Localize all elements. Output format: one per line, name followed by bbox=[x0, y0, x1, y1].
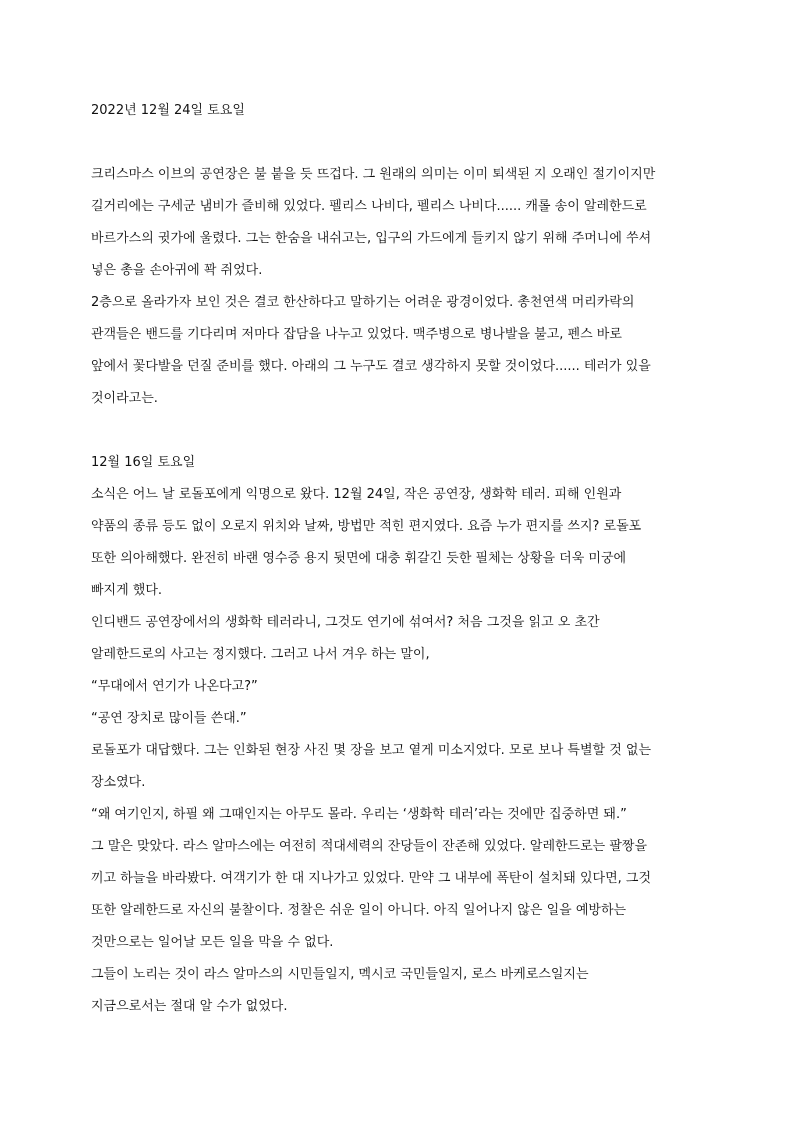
paragraph-line: 것이라고는. bbox=[91, 391, 158, 406]
paragraph-line: 앞에서 꽃다발을 던질 준비를 했다. 아래의 그 누구도 결코 생각하지 못할 것이었다...... 테러가 있을 bbox=[91, 359, 651, 374]
paragraph-line: 지금으로서는 절대 알 수가 없었다. bbox=[91, 999, 288, 1014]
paragraph-line: 빠지게 했다. bbox=[91, 583, 163, 598]
paragraph-line: 또한 의아해했다. 완전히 바랜 영수증 용지 뒷면에 대충 휘갈긴 듯한 필체는 상황을 더욱 미궁에 bbox=[91, 551, 627, 566]
paragraph-line: 끼고 하늘을 바라봤다. 여객기가 한 대 지나가고 있었다. 만약 그 내부에 폭탄이 설치돼 있다면, 그것 bbox=[91, 871, 652, 886]
paragraph-line: 장소였다. bbox=[91, 775, 146, 790]
paragraph-line: 그 말은 맞았다. 라스 알마스에는 여전히 적대세력의 잔당들이 잔존해 있었다. 알레한드로는 팔짱을 bbox=[91, 839, 648, 854]
paragraph-line: 알레한드로의 사고는 정지했다. 그러고 나서 겨우 하는 말이, bbox=[91, 647, 430, 662]
date-heading: 12월 16일 토요일 bbox=[91, 455, 196, 470]
dialogue-line: “공연 장치로 많이들 쓴대.” bbox=[91, 711, 247, 726]
paragraph-line: 그들이 노리는 것이 라스 알마스의 시민들일지, 멕시코 국민들일지, 로스 바케로스일지는 bbox=[91, 967, 589, 982]
paragraph-line: 바르가스의 귓가에 울렸다. 그는 한숨을 내쉬고는, 입구의 가드에게 들키지 않기 위해 주머니에 쑤셔 bbox=[91, 231, 652, 246]
paragraph-line: 2층으로 올라가자 보인 것은 결코 한산하다고 말하기는 어려운 광경이었다. 총천연색 머리카락의 bbox=[91, 295, 635, 310]
paragraph-line: 크리스마스 이브의 공연장은 불 붙을 듯 뜨겁다. 그 원래의 의미는 이미 퇴색된 지 오래인 절기이지만 bbox=[91, 167, 656, 182]
date-heading: 2022년 12월 24일 토요일 bbox=[91, 103, 245, 118]
paragraph-line: 관객들은 밴드를 기다리며 저마다 잡담을 나누고 있었다. 맥주병으로 병나발을 불고, 펜스 바로 bbox=[91, 327, 622, 342]
paragraph-line: 약품의 종류 등도 없이 오로지 위치와 날짜, 방법만 적힌 편지였다. 요즘 누가 편지를 쓰지? 로돌포 bbox=[91, 519, 642, 534]
paragraph-line: 소식은 어느 날 로돌포에게 익명으로 왔다. 12월 24일, 작은 공연장, 생화학 테러. 피해 인원과 bbox=[91, 487, 622, 502]
paragraph-line: 길거리에는 구세군 냄비가 즐비해 있었다. 펠리스 나비다, 펠리스 나비다...... 캐롤 송이 알레한드로 bbox=[91, 199, 647, 214]
dialogue-line: “무대에서 연기가 나온다고?” bbox=[91, 679, 258, 694]
paragraph-line: 인디밴드 공연장에서의 생화학 테러라니, 그것도 연기에 섞여서? 처음 그것을 읽고 오 초간 bbox=[91, 615, 600, 630]
paragraph-line: 로돌포가 대답했다. 그는 인화된 현장 사진 몇 장을 보고 옅게 미소지었다. 모로 보나 특별할 것 없는 bbox=[91, 743, 652, 758]
paragraph-line: 것만으로는 일어날 모든 일을 막을 수 없다. bbox=[91, 935, 334, 950]
paragraph-line: 넣은 총을 손아귀에 꽉 쥐었다. bbox=[91, 263, 263, 278]
paragraph-line: 또한 알레한드로 자신의 불찰이다. 정찰은 쉬운 일이 아니다. 아직 일어나지 않은 일을 예방하는 bbox=[91, 903, 627, 918]
dialogue-line: “왜 여기인지, 하필 왜 그때인지는 아무도 몰라. 우리는 ‘생화학 테러’라는 것에만 집중하면 돼.” bbox=[91, 807, 627, 822]
